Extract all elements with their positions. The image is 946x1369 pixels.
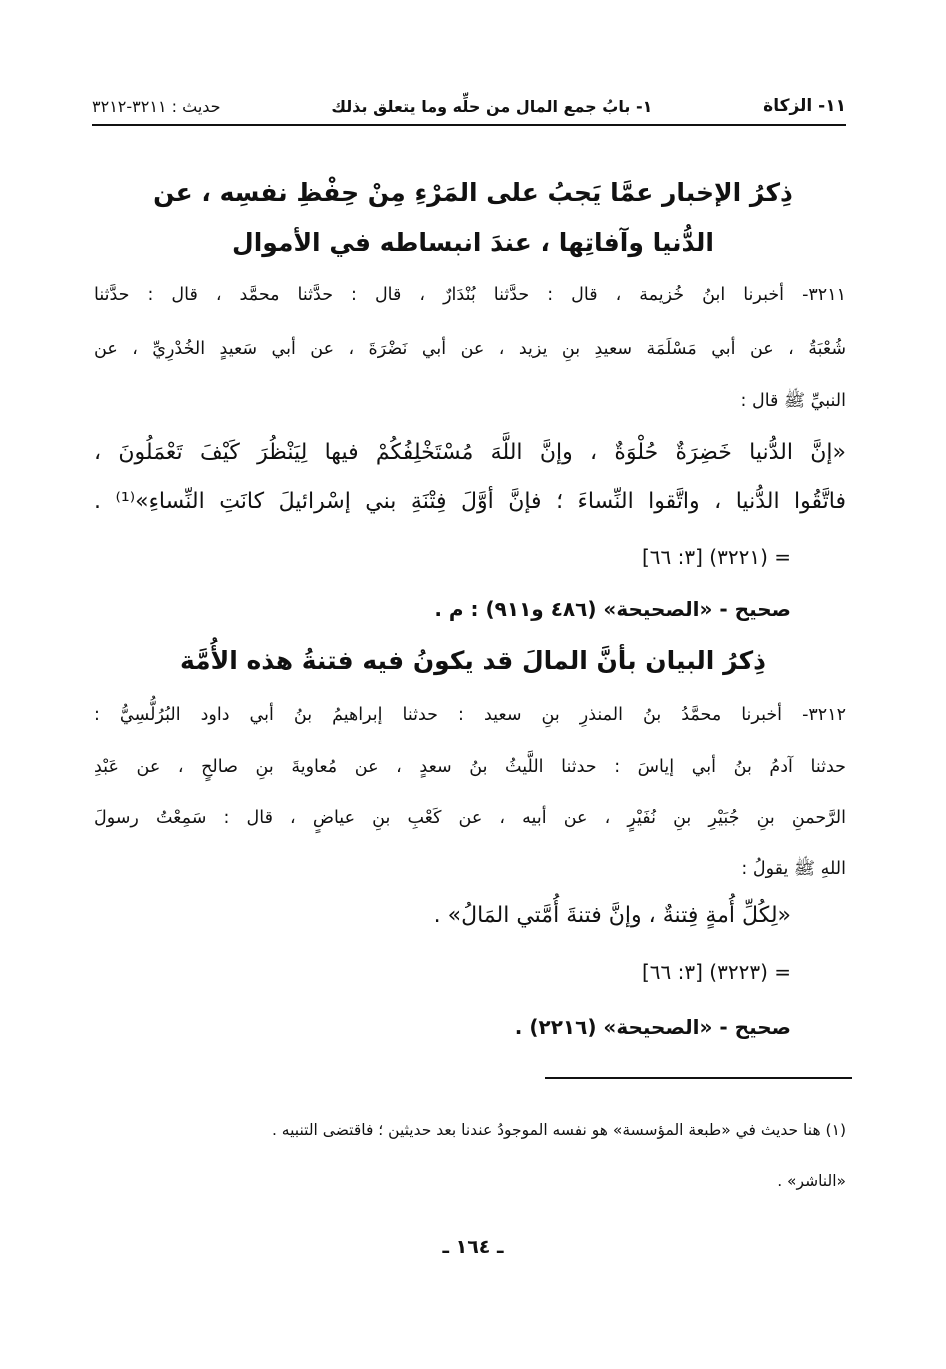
running-header	[92, 88, 846, 126]
footnote-divider	[545, 1077, 852, 1079]
header-book-title: ١١- الزكاة	[763, 96, 846, 116]
matn-line: فاتَّقُوا الدُّنيا ، واتَّقوا النِّساءَ ؛ فإنَّ أوَّلَ فِتْنَةِ بني إسْرائيلَ كانَتِ النِّساءِ»⁽¹⁾ .	[94, 489, 846, 514]
isnad-line: ٣٢١١- أخبرنا ابنُ خُزيمة ، قال : حدَّثنا بُنْدَارٌ ، قال : حدَّثنا محمَّد ، قال : حدَّثنا	[94, 285, 846, 305]
isnad-line: الرَّحمنِ بنِ جُبَيْرِ بنِ نُفَيْرٍ ، عن أبيه ، عن كَعْبِ بنِ عياضٍ ، قال : سَمِعْتُ رسولَ	[94, 808, 846, 828]
isnad-line: ٣٢١٢- أخبرنا محمَّدُ بنُ المنذرِ بنِ سعيد : حدثنا إبراهيمُ بنُ أبي داود البُرُلُّسِيُّ :	[94, 705, 846, 725]
isnad-line: شُعْبَةُ ، عن أبي مَسْلَمَة سعيدِ بنِ يزيد ، عن أبي نَضْرَةَ ، عن أبي سَعيدٍ الخُدْرِيِّ ، عن	[94, 339, 846, 359]
matn-line: «إنَّ الدُّنيا خَضِرَةٌ حُلْوَةٌ ، وإنَّ اللَّهَ مُسْتَخْلِفُكُمْ فيها لِيَنْظُرَ كَيْفَ تَعْمَلُونَ ،	[94, 440, 846, 465]
isnad-line: حدثنا آدمُ بنُ أبي إياسَ : حدثنا اللَّيثُ بنُ سعدٍ ، عن مُعاويةَ بنِ صالحٍ ، عن عَبْدِ	[94, 757, 846, 777]
header-hadith-range: حديث : ٣٢١١-٣٢١٢	[92, 96, 221, 116]
isnad-line: النبيِّ ﷺ قال :	[740, 391, 846, 411]
hadith-grade: صحيح - «الصحيحة» (٢٢١٦) .	[514, 1015, 791, 1039]
matn-line: «لِكُلِّ أُمةٍ فِتنةٌ ، وإنَّ فتنةَ أُمَّتي المَالُ» .	[433, 903, 791, 928]
page-number: ـ ١٦٤ ـ	[442, 1236, 504, 1258]
isnad-line: اللهِ ﷺ يقولُ :	[741, 859, 846, 879]
section-title: ذِكرُ البيان بأنَّ المالَ قد يكونُ فيه فتنةُ هذه الأُمَّة	[179, 646, 767, 675]
cross-reference: = (٣٢٢١) [٣: ٦٦]	[641, 545, 791, 569]
header-chapter-title: ١- بابُ جمع المال من حلِّه وما يتعلق بذلك	[331, 96, 653, 116]
section-title-line: ذِكرُ الإخبار عمَّا يَجبُ على المَرْءِ مِنْ حِفْظِ نفسِه ، عن	[153, 178, 793, 207]
footnote-line: (١) هنا حديث في «طبعة المؤسسة» هو نفسه الموجودُ عندنا بعد حديثين ؛ فاقتضى التنبيه .	[271, 1121, 846, 1139]
section-title-line: الدُّنيا وآفاتِها ، عندَ انبساطه في الأموال	[232, 228, 714, 257]
footnote-line: «الناشر» .	[777, 1172, 846, 1190]
cross-reference: = (٣٢٢٣) [٣: ٦٦]	[641, 960, 791, 984]
hadith-grade: صحيح - «الصحيحة» (٤٨٦ و٩١١) : م .	[434, 597, 791, 621]
